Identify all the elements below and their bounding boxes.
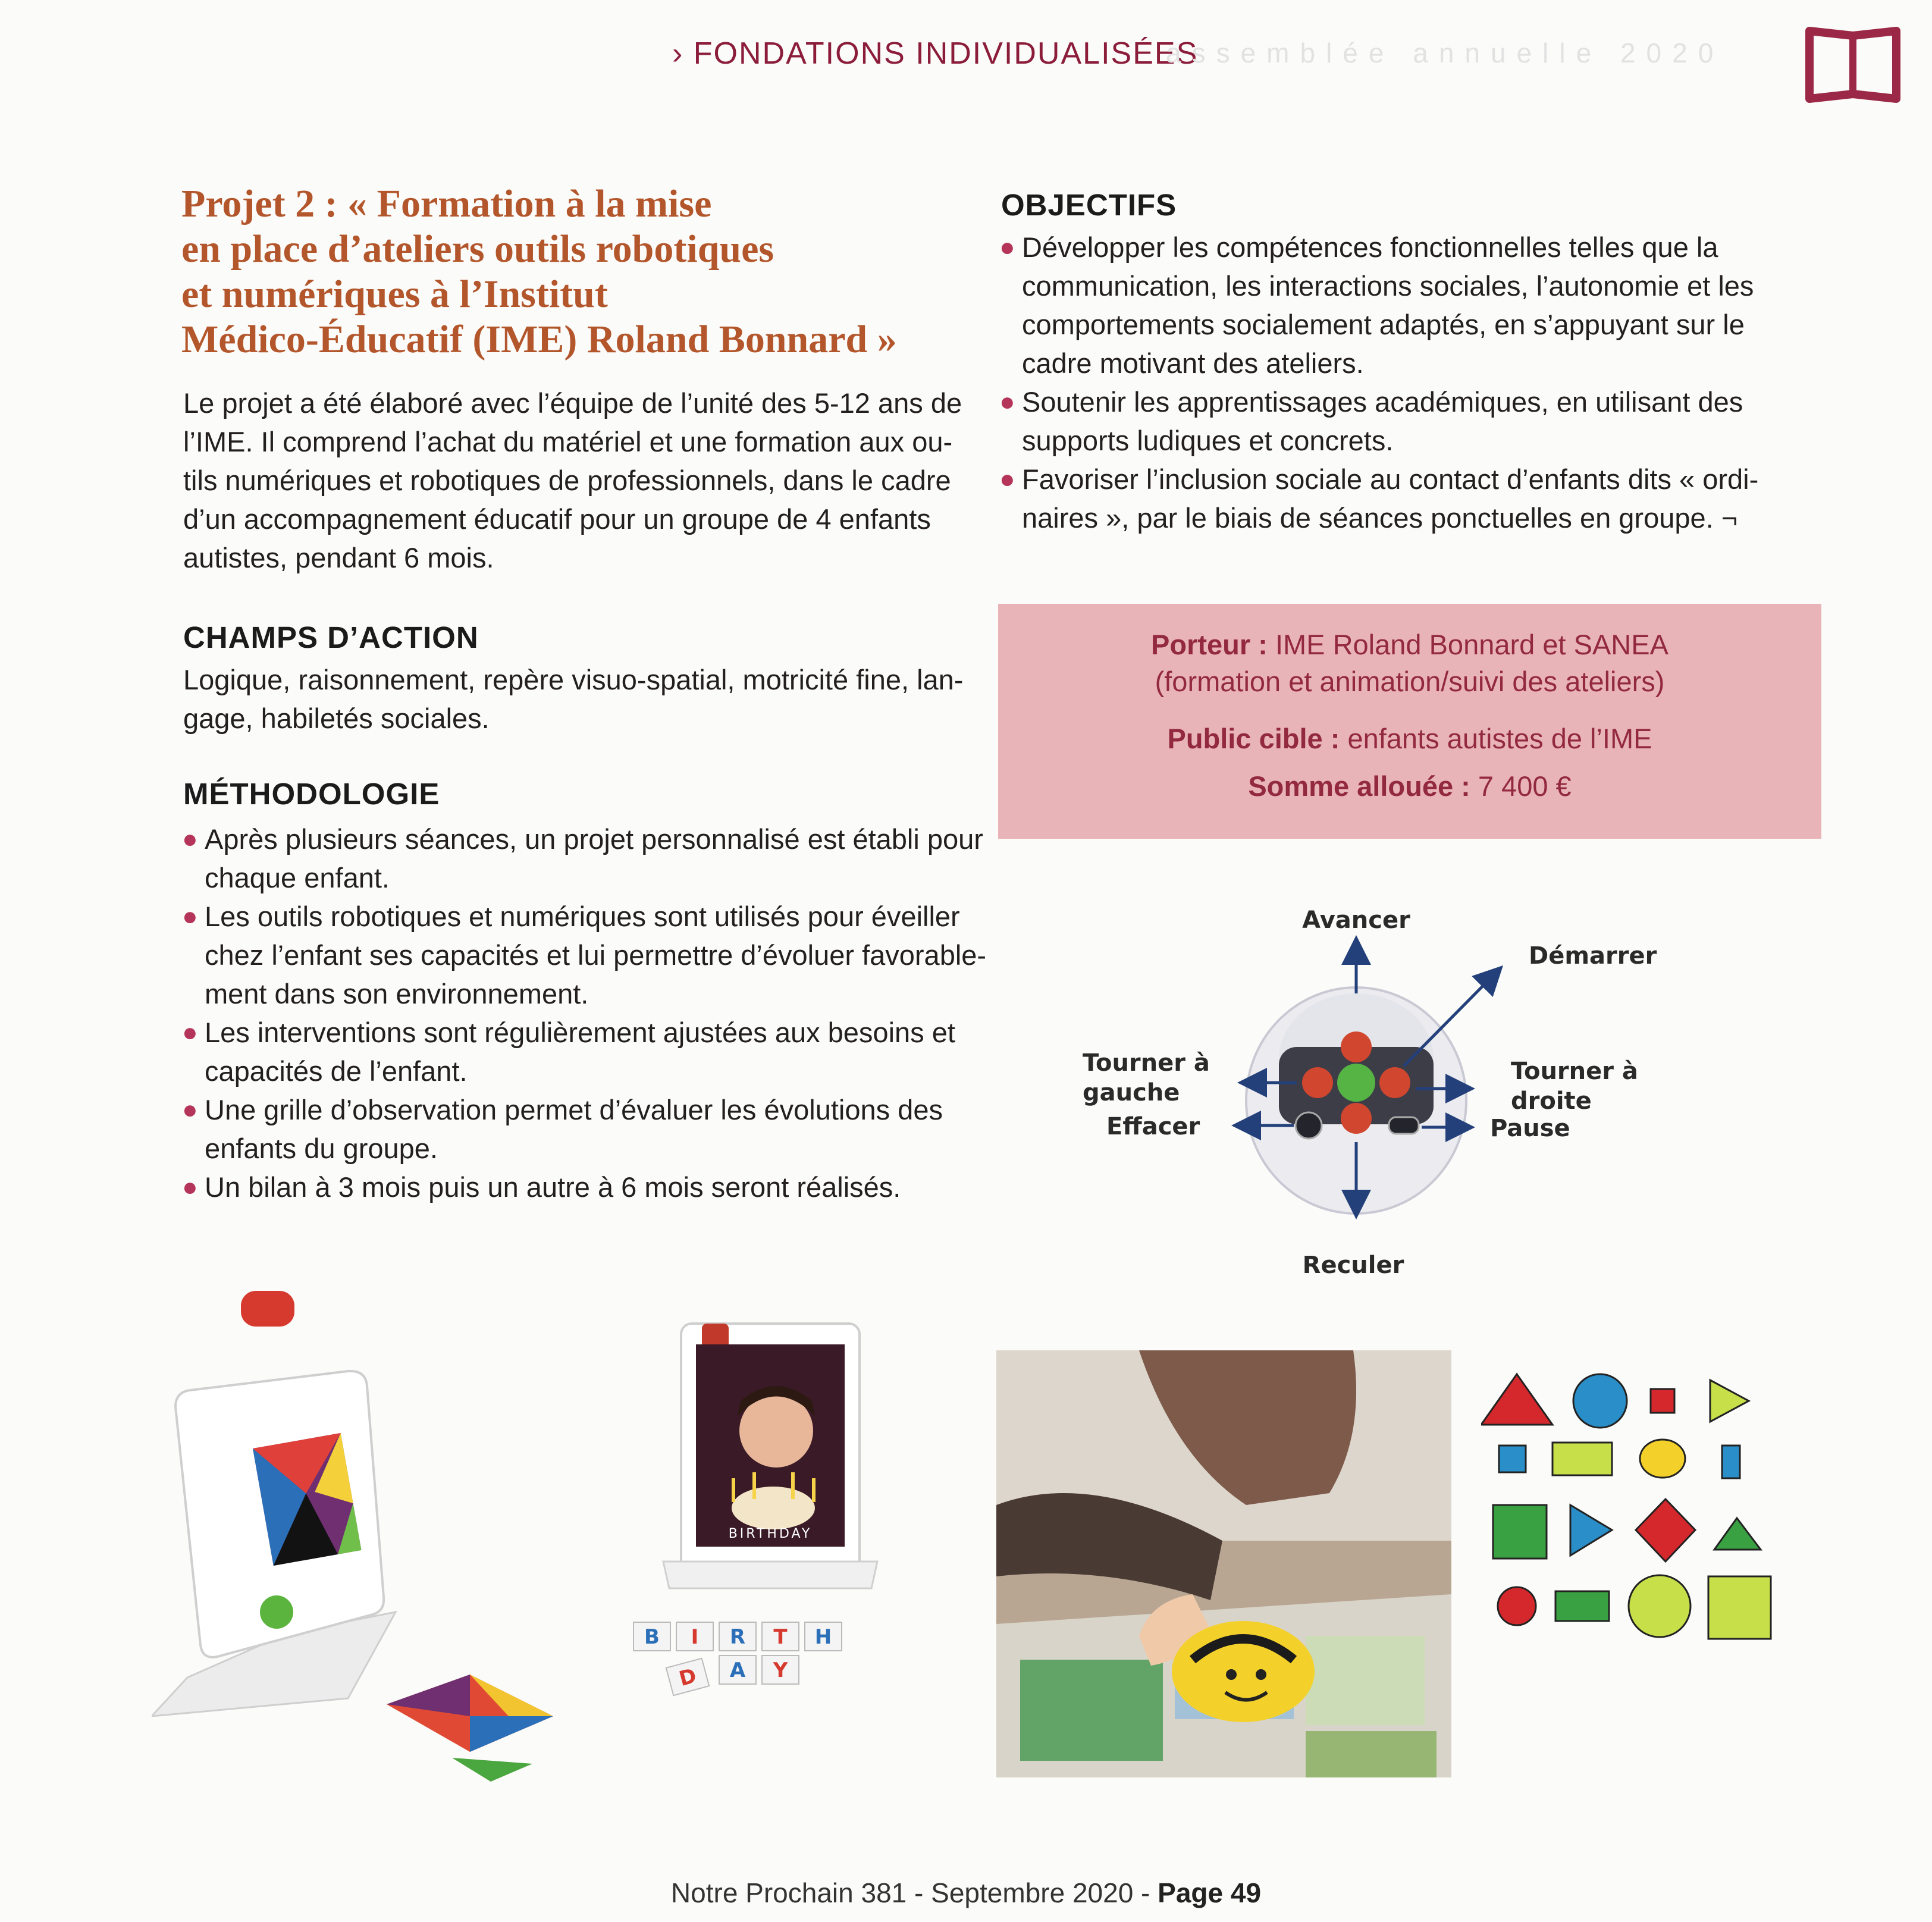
list-line: chez l’enfant ses capacités et lui permettre d’évoluer favorable- (205, 939, 987, 971)
label-demarrer: Démarrer (1529, 942, 1657, 970)
list-line: Les interventions sont régulièrement ajustées aux besoins et (205, 1017, 955, 1048)
list-item (180, 1090, 953, 1168)
page-number: Page 49 (1158, 1877, 1262, 1908)
list-line: naires », par le biais de séances ponctuelles en groupe. ¬ (1022, 502, 1738, 534)
somme-value: 7 400 € (1470, 770, 1572, 802)
intro-line: d’un accompagnement éducatif pour un groupe de 4 enfants (183, 503, 931, 535)
title-line: Médico-Éducatif (IME) Roland Bonnard » (181, 318, 897, 361)
intro-line: tils numériques et robotiques de professionnels, dans le cadre (183, 465, 951, 496)
footer-text: Notre Prochain 381 - Septembre 2020 - (670, 1877, 1158, 1908)
bullet-icon: ● (182, 824, 198, 854)
list-item (180, 1168, 953, 1206)
page-footer (0, 1877, 1932, 1909)
tile-b: B (644, 1625, 660, 1649)
somme-row (998, 768, 1821, 805)
tile-d: D (676, 1663, 700, 1691)
lime-circle-icon (1629, 1575, 1690, 1637)
public-row (998, 720, 1821, 757)
list-line: Un bilan à 3 mois puis un autre à 6 mois seront réalisés. (205, 1171, 901, 1203)
clear-button (1296, 1112, 1322, 1139)
somme-label: Somme allouée : (1248, 770, 1470, 802)
green-rectangle-icon (1555, 1591, 1609, 1621)
porteur-label: Porteur : (1151, 629, 1268, 660)
porteur-row (998, 626, 1821, 663)
tile-y: Y (773, 1658, 788, 1682)
list-line: capacités de l’enfant. (205, 1055, 468, 1087)
lime-rectangle-icon (1552, 1443, 1612, 1475)
tile-h: H (814, 1625, 832, 1649)
pause-button (1389, 1117, 1419, 1134)
forward-button (1341, 1031, 1372, 1062)
section-header: › FONDATIONS INDIVIDUALISÉES (672, 36, 1199, 71)
beebot-icon (1640, 1440, 1685, 1478)
objectifs-list (997, 228, 1818, 537)
shapes-grid-illustration (1481, 1356, 1790, 1642)
robot-diagram (1059, 904, 1737, 1297)
label-tourner-droite-1: Tourner à (1511, 1058, 1638, 1085)
methodologie-list (180, 820, 987, 1206)
methodologie-heading: MÉTHODOLOGIE (183, 777, 440, 811)
porteur-value: IME Roland Bonnard et SANEA (1267, 629, 1668, 660)
label-tourner-gauche-2: gauche (1083, 1079, 1180, 1106)
list-item (180, 1013, 953, 1090)
title-line: et numériques à l’Institut (181, 272, 608, 316)
tile-r: R (729, 1625, 746, 1649)
list-line: supports ludiques et concrets. (1022, 425, 1394, 456)
list-line: enfants du groupe. (205, 1133, 438, 1164)
porteur-detail: (formation et animation/suivi des ateliers) (1155, 666, 1665, 697)
list-line: Après plusieurs séances, un projet personnalisé est établi pour (205, 823, 983, 855)
info-box (998, 604, 1821, 839)
list-line: cadre motivant des ateliers. (1022, 347, 1364, 379)
blue-circle-icon (1573, 1374, 1627, 1428)
label-effacer: Effacer (1106, 1113, 1200, 1140)
backward-button (1341, 1103, 1372, 1134)
objectifs-heading: OBJECTIFS (1001, 188, 1177, 222)
label-pause: Pause (1490, 1115, 1570, 1142)
list-item (997, 460, 1818, 537)
label-tourner-gauche-1: Tourner à (1083, 1049, 1210, 1077)
label-avancer: Avancer (1302, 907, 1410, 934)
champs-heading: CHAMPS D’ACTION (183, 620, 479, 654)
title-line: en place d’ateliers outils robotiques (181, 227, 774, 271)
list-item (180, 820, 983, 897)
champs-paragraph (183, 660, 964, 738)
bullet-icon: ● (999, 233, 1015, 262)
red-square-icon (1651, 1389, 1674, 1413)
label-reculer: Reculer (1302, 1252, 1404, 1279)
list-line: chaque enfant. (205, 862, 390, 893)
public-label: Public cible : (1167, 723, 1340, 754)
lime-triangle-icon (1710, 1380, 1749, 1422)
green-triangle-icon (1714, 1518, 1761, 1550)
list-line: Développer les compétences fonctionnelles telles que la (1022, 231, 1718, 263)
champs-line: gage, habiletés sociales. (183, 703, 490, 734)
red-circle-icon (1498, 1587, 1536, 1625)
robot-mat-photo (996, 1350, 1451, 1777)
right-button (1379, 1067, 1410, 1098)
tablet-tangram-photo (152, 1288, 937, 1782)
tile-i: I (691, 1625, 699, 1649)
left-button (1302, 1067, 1333, 1098)
tile-t: T (773, 1625, 788, 1649)
intro-paragraph (183, 384, 962, 577)
bullet-icon: ● (182, 1172, 198, 1202)
green-square-icon (1493, 1505, 1547, 1559)
red-triangle-icon (1481, 1374, 1552, 1425)
list-line: Une grille d’observation permet d’évaluer les évolutions des (205, 1094, 943, 1125)
bullet-icon: ● (999, 465, 1015, 494)
bullet-icon: ● (999, 387, 1015, 416)
list-item (180, 897, 987, 1013)
bullet-icon: ● (182, 1095, 198, 1124)
list-item (997, 228, 1818, 382)
lime-square-icon (1708, 1576, 1771, 1639)
intro-line: autistes, pendant 6 mois. (183, 542, 494, 573)
blue-square-icon (1499, 1446, 1526, 1472)
list-line: Les outils robotiques et numériques sont utilisés pour éveiller (205, 901, 960, 932)
label-tourner-droite-2: droite (1511, 1087, 1592, 1115)
project-title (181, 181, 1002, 362)
go-button (1337, 1064, 1375, 1102)
list-line: communication, les interactions sociales, l’autonomie et les (1022, 270, 1754, 302)
book-icon (1802, 24, 1903, 107)
list-line: Soutenir les apprentissages académiques, en utilisant des (1022, 386, 1743, 418)
public-value: enfants autistes de l’IME (1340, 723, 1652, 754)
blue-rectangle-icon (1722, 1446, 1740, 1478)
bullet-icon: ● (182, 902, 198, 931)
blue-triangle-icon (1570, 1505, 1612, 1556)
red-diamond-icon (1636, 1499, 1695, 1562)
champs-line: Logique, raisonnement, repère visuo-spatial, motricité fine, lan- (183, 664, 964, 695)
screen-birthday-text: BIRTHDAY (728, 1526, 813, 1541)
bleed-through-text: assemblée annuelle 2020 (1166, 37, 1724, 68)
tile-a: A (729, 1658, 746, 1682)
intro-line: Le projet a été élaboré avec l’équipe de l’unité des 5-12 ans de (183, 387, 962, 419)
intro-line: l’IME. Il comprend l’achat du matériel et une formation aux ou- (183, 426, 953, 457)
bullet-icon: ● (182, 1018, 198, 1047)
list-item (997, 382, 1818, 460)
list-line: Favoriser l’inclusion sociale au contact d’enfants dits « ordi- (1022, 463, 1759, 495)
title-line: Projet 2 : « Formation à la mise (181, 182, 712, 225)
list-line: ment dans son environnement. (205, 978, 589, 1009)
list-line: comportements socialement adaptés, en s’appuyant sur le (1022, 309, 1745, 340)
